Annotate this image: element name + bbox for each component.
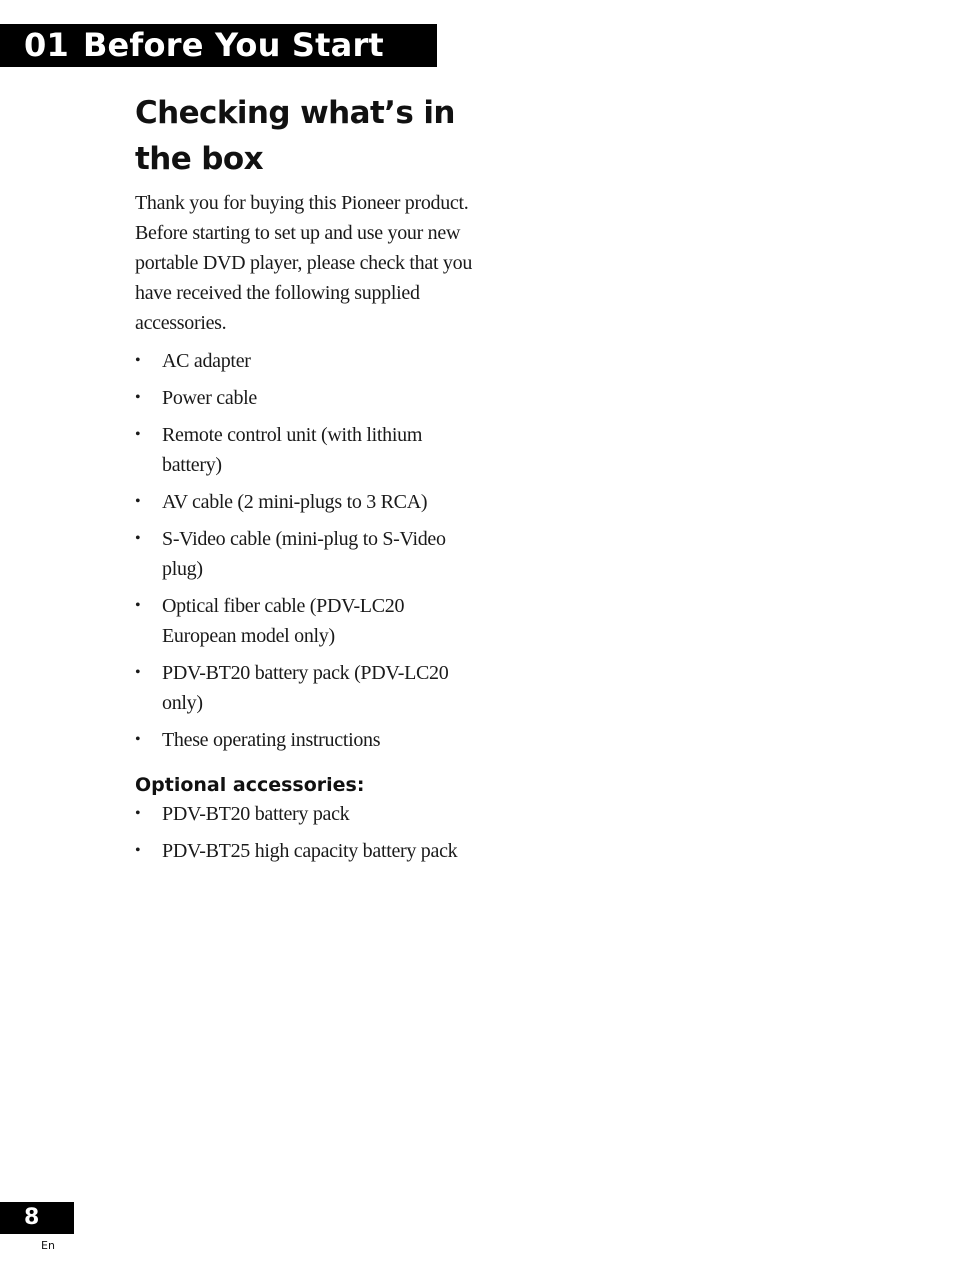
intro-paragraph: Thank you for buying this Pioneer product. Before starting to set up and use your new portable DVD player, please check that you have received the following supplied accessories.	[135, 192, 473, 334]
page-number: 8	[0, 1202, 74, 1234]
chapter-number: 01	[24, 26, 69, 64]
page-title: Checking what’s in the box	[135, 95, 455, 177]
list-item	[135, 487, 462, 517]
bullet-icon: •	[135, 731, 141, 748]
list-item-text: PDV-BT20 battery pack (PDV-LC20 only)	[162, 662, 449, 714]
language-code: En	[41, 1239, 55, 1252]
list-item-text: Remote control unit (with lithium battery)	[162, 424, 423, 476]
chapter-header-bar	[0, 24, 437, 67]
optional-accessories-heading: Optional accessories:	[135, 774, 365, 796]
supplied-accessories-list	[135, 346, 475, 755]
list-item	[135, 725, 462, 755]
list-item-text: PDV-BT25 high capacity battery pack	[162, 840, 458, 862]
bullet-icon: •	[135, 530, 141, 547]
list-item	[135, 383, 462, 413]
list-item-text: AV cable (2 mini-plugs to 3 RCA)	[162, 491, 428, 513]
bullet-icon: •	[135, 664, 141, 681]
list-item	[135, 524, 462, 584]
bullet-icon: •	[135, 426, 141, 443]
list-item	[135, 346, 462, 376]
optional-accessories-list	[135, 799, 475, 866]
bullet-icon: •	[135, 842, 141, 859]
list-item	[135, 591, 462, 651]
list-item	[135, 799, 492, 829]
bullet-icon: •	[135, 805, 141, 822]
bullet-icon: •	[135, 493, 141, 510]
list-item	[135, 420, 462, 480]
bullet-icon: •	[135, 597, 141, 614]
chapter-title: Before You Start	[82, 26, 384, 64]
list-item	[135, 836, 492, 866]
list-item-text: Optical fiber cable (PDV-LC20 European model only)	[162, 595, 405, 647]
list-item-text: PDV-BT20 battery pack	[162, 803, 350, 825]
list-item-text: S-Video cable (mini-plug to S-Video plug)	[162, 528, 446, 580]
main-content	[135, 90, 475, 873]
list-item-text: Power cable	[162, 387, 257, 409]
bullet-icon: •	[135, 352, 141, 369]
bullet-icon: •	[135, 389, 141, 406]
list-item-text: AC adapter	[162, 350, 251, 372]
list-item-text: These operating instructions	[162, 729, 381, 751]
list-item	[135, 658, 462, 718]
